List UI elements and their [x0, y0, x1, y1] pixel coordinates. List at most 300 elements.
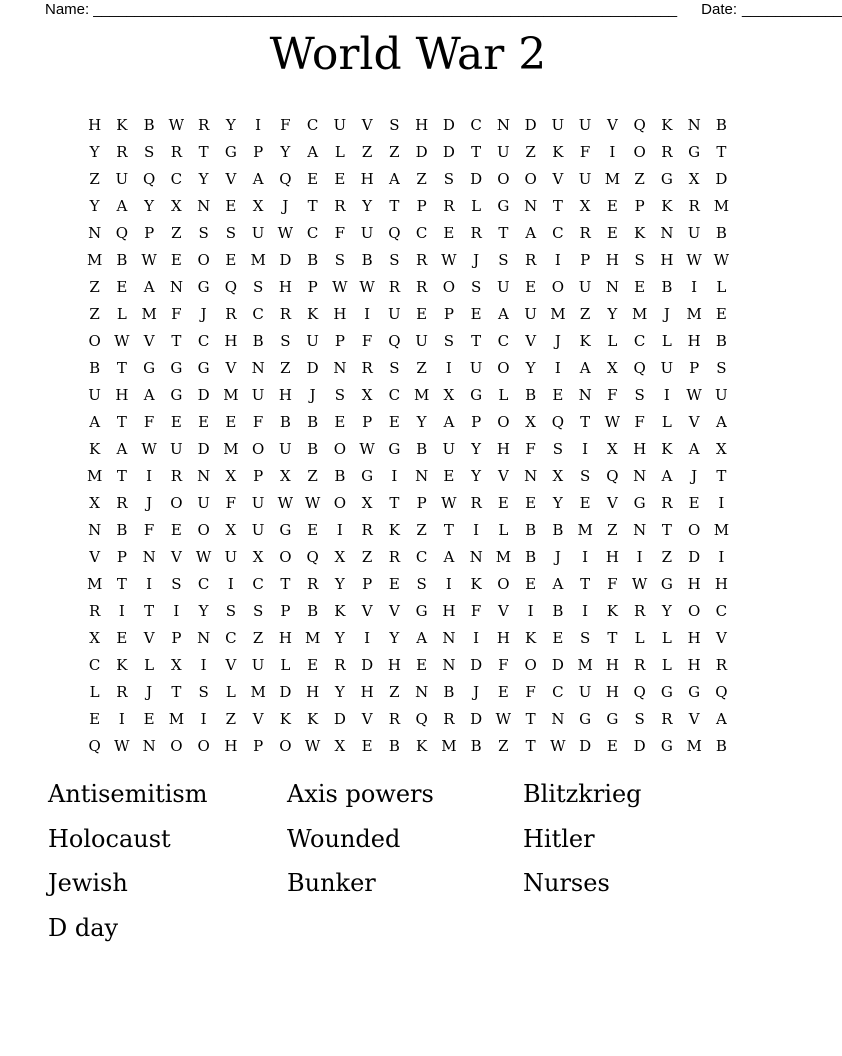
grid-letter: C [415, 224, 428, 242]
grid-letter: Z [89, 170, 100, 188]
grid-letter: J [309, 386, 316, 404]
grid-letter: A [252, 170, 264, 188]
grid-letter: W [604, 413, 621, 431]
grid-letter: G [660, 737, 673, 755]
grid-letter: N [605, 278, 619, 296]
grid-letter: M [441, 737, 457, 755]
grid-letter: L [716, 278, 727, 296]
grid-letter: L [225, 683, 236, 701]
grid-letter: C [170, 170, 183, 188]
grid-letter: W [441, 251, 457, 269]
grid-letter: K [525, 629, 537, 647]
grid-row [81, 517, 735, 544]
grid-letter: C [552, 683, 564, 701]
grid-letter: H [115, 386, 129, 404]
grid-letter: B [552, 521, 564, 539]
grid-letter: U [578, 170, 592, 188]
grid-letter: Y [471, 467, 482, 485]
grid-letter: V [606, 116, 618, 134]
grid-letter: T [525, 737, 536, 755]
grid-letter: D [333, 710, 346, 728]
grid-letter: S [498, 251, 509, 269]
grid-letter: M [713, 197, 730, 215]
grid-letter: X [225, 521, 237, 539]
grid-letter: N [660, 224, 674, 242]
grid-letter: V [388, 602, 400, 620]
grid-letter: I [118, 602, 125, 620]
grid-letter: I [200, 710, 207, 728]
grid-letter: X [525, 413, 536, 431]
grid-letter: B [307, 413, 319, 431]
grid-letter: Y [334, 683, 345, 701]
grid-letter: R [170, 143, 183, 161]
grid-letter: Q [633, 359, 646, 377]
grid-letter: T [471, 143, 482, 161]
grid-letter: M [604, 170, 621, 188]
grid-letter: X [252, 197, 264, 215]
grid-letter: E [470, 305, 482, 323]
grid-row [81, 301, 735, 328]
grid-letter: B [661, 278, 673, 296]
grid-letter: K [307, 710, 319, 728]
grid-letter: U [88, 386, 101, 404]
grid-letter: W [304, 737, 321, 755]
grid-row [81, 652, 735, 679]
grid-letter: Z [171, 224, 182, 242]
grid-letter: D [197, 440, 210, 458]
grid-letter: K [116, 656, 128, 674]
grid-letter: K [116, 116, 128, 134]
grid-letter: B [361, 251, 373, 269]
grid-letter: G [143, 359, 156, 377]
grid-letter: Y [362, 197, 373, 215]
grid-letter: B [89, 359, 101, 377]
grid-letter: G [660, 170, 673, 188]
grid-letter: E [89, 710, 101, 728]
grid-letter: G [660, 683, 673, 701]
grid-letter: R [88, 602, 101, 620]
grid-letter: Z [389, 683, 400, 701]
grid-letter: Z [89, 305, 100, 323]
grid-letter: S [389, 359, 400, 377]
grid-letter: X [171, 197, 182, 215]
grid-letter: M [686, 737, 702, 755]
grid-letter: F [525, 440, 536, 458]
grid-letter: K [634, 224, 646, 242]
grid-letter: S [198, 224, 209, 242]
grid-letter: D [551, 656, 564, 674]
grid-letter: D [579, 737, 592, 755]
grid-letter: X [688, 170, 700, 188]
grid-letter: M [86, 467, 103, 485]
grid-letter: C [306, 116, 319, 134]
grid-letter: M [250, 251, 266, 269]
grid-letter: X [225, 467, 237, 485]
grid-letter: I [609, 143, 616, 161]
grid-letter: A [89, 413, 101, 431]
grid-letter: E [225, 197, 237, 215]
grid-letter: J [146, 494, 153, 512]
grid-letter: X [171, 656, 182, 674]
grid-letter: D [306, 359, 319, 377]
word-bank-item: Jewish [48, 869, 128, 897]
grid-row [81, 355, 735, 382]
grid-letter: O [197, 251, 210, 269]
grid-letter: M [86, 251, 103, 269]
grid-letter: D [633, 737, 646, 755]
grid-letter: H [660, 251, 674, 269]
grid-letter: R [661, 710, 673, 728]
grid-letter: Y [280, 143, 291, 161]
grid-letter: B [307, 251, 319, 269]
grid-letter: E [170, 413, 182, 431]
grid-letter: O [279, 737, 292, 755]
grid-letter: Y [144, 197, 155, 215]
grid-letter: N [415, 467, 429, 485]
grid-letter: R [661, 143, 673, 161]
grid-letter: W [686, 386, 702, 404]
grid-letter: N [197, 629, 211, 647]
grid-letter: S [634, 251, 645, 269]
grid-letter: D [470, 170, 483, 188]
grid-letter: C [552, 224, 564, 242]
grid-letter: T [580, 413, 591, 431]
grid-letter: U [251, 494, 265, 512]
grid-letter: H [496, 440, 510, 458]
grid-letter: V [361, 710, 373, 728]
grid-letter: J [554, 548, 561, 566]
grid-letter: U [306, 332, 319, 350]
grid-letter: W [631, 575, 648, 593]
grid-letter: E [225, 413, 237, 431]
word-bank-item: Bunker [287, 869, 376, 897]
grid-letter: D [470, 710, 483, 728]
grid-letter: N [578, 386, 592, 404]
grid-letter: H [605, 251, 619, 269]
grid-letter: Y [389, 629, 400, 647]
grid-letter: I [227, 575, 234, 593]
grid-letter: S [171, 575, 182, 593]
grid-letter: J [473, 683, 480, 701]
grid-letter: Z [280, 359, 291, 377]
wordsearch-grid [81, 112, 735, 760]
grid-letter: T [116, 413, 127, 431]
grid-letter: Q [633, 116, 646, 134]
grid-letter: O [497, 413, 510, 431]
grid-letter: H [278, 278, 292, 296]
grid-letter: E [307, 521, 319, 539]
grid-letter: E [225, 251, 237, 269]
grid-letter: I [445, 575, 452, 593]
grid-letter: H [88, 116, 102, 134]
grid-letter: R [388, 710, 401, 728]
grid-letter: L [661, 629, 672, 647]
grid-letter: T [580, 575, 591, 593]
grid-letter: C [88, 656, 101, 674]
grid-letter: P [471, 413, 482, 431]
grid-letter: I [445, 359, 452, 377]
grid-letter: O [333, 440, 347, 458]
grid-letter: J [691, 467, 698, 485]
grid-letter: W [277, 494, 294, 512]
grid-letter: T [171, 683, 182, 701]
grid-letter: Y [225, 116, 236, 134]
grid-letter: G [388, 440, 401, 458]
grid-letter: F [634, 413, 645, 431]
grid-letter: W [141, 251, 157, 269]
grid-letter: P [416, 197, 427, 215]
grid-letter: H [687, 656, 701, 674]
grid-letter: R [470, 494, 482, 512]
grid-letter: B [525, 548, 537, 566]
grid-letter: I [364, 629, 371, 647]
grid-letter: W [304, 494, 321, 512]
name-blank-line: ______________________________________________________________________ [93, 1, 678, 18]
grid-letter: Q [551, 413, 565, 431]
grid-letter: H [387, 656, 401, 674]
grid-letter: B [116, 521, 128, 539]
grid-letter: R [116, 143, 128, 161]
grid-letter: U [524, 305, 537, 323]
grid-letter: U [115, 170, 129, 188]
grid-letter: V [497, 467, 509, 485]
grid-letter: G [633, 494, 646, 512]
grid-letter: L [661, 332, 672, 350]
word-bank-item: Holocaust [48, 824, 171, 853]
grid-letter: A [143, 386, 155, 404]
grid-letter: N [524, 467, 538, 485]
grid-letter: E [116, 278, 128, 296]
grid-letter: N [169, 278, 183, 296]
grid-letter: B [443, 683, 455, 701]
grid-letter: P [634, 197, 645, 215]
grid-letter: M [86, 575, 103, 593]
grid-letter: N [88, 224, 102, 242]
grid-letter: J [663, 305, 670, 323]
grid-letter: K [334, 602, 346, 620]
grid-letter: M [686, 305, 702, 323]
grid-letter: L [498, 521, 509, 539]
grid-letter: B [525, 521, 537, 539]
grid-letter: Z [361, 548, 373, 566]
grid-letter: Z [89, 278, 100, 296]
grid-letter: C [388, 386, 401, 404]
grid-letter: Y [89, 143, 100, 161]
grid-letter: V [225, 170, 237, 188]
date-label: Date: [701, 1, 738, 18]
grid-letter: B [252, 332, 264, 350]
page-title: World War 2 [269, 29, 547, 80]
grid-letter: C [415, 548, 428, 566]
grid-letter: G [197, 278, 210, 296]
grid-letter: R [170, 467, 183, 485]
grid-letter: S [334, 251, 346, 269]
grid-letter: U [660, 359, 674, 377]
grid-letter: E [416, 305, 428, 323]
grid-letter: G [361, 467, 374, 485]
grid-letter: O [251, 440, 265, 458]
grid-letter: E [579, 494, 591, 512]
grid-letter: M [304, 629, 321, 647]
grid-letter: I [582, 602, 589, 620]
grid-letter: Y [334, 629, 345, 647]
grid-letter: X [89, 629, 100, 647]
grid-letter: M [223, 386, 239, 404]
grid-letter: X [334, 737, 346, 755]
grid-row [81, 139, 735, 166]
grid-letter: R [633, 656, 646, 674]
grid-letter: A [661, 467, 673, 485]
grid-letter: A [307, 143, 319, 161]
grid-letter: Y [416, 413, 427, 431]
grid-letter: T [525, 710, 536, 728]
grid-letter: E [361, 737, 373, 755]
grid-letter: M [577, 656, 593, 674]
grid-letter: X [252, 548, 264, 566]
grid-letter: E [606, 224, 618, 242]
grid-letter: G [688, 683, 701, 701]
grid-letter: K [307, 305, 319, 323]
grid-letter: S [252, 602, 264, 620]
grid-letter: O [197, 521, 210, 539]
grid-letter: S [443, 332, 455, 350]
grid-letter: W [114, 332, 130, 350]
grid-letter: H [714, 575, 728, 593]
grid-letter: E [606, 737, 618, 755]
grid-letter: A [416, 629, 428, 647]
grid-letter: E [443, 467, 455, 485]
grid-letter: I [255, 116, 262, 134]
grid-letter: L [89, 683, 100, 701]
grid-letter: I [173, 602, 180, 620]
grid-letter: R [306, 575, 319, 593]
grid-letter: S [634, 386, 645, 404]
grid-letter: I [718, 548, 725, 566]
grid-letter: Q [415, 710, 428, 728]
grid-letter: U [578, 278, 592, 296]
grid-letter: P [253, 143, 264, 161]
grid-letter: Y [471, 440, 482, 458]
grid-letter: C [633, 332, 646, 350]
grid-letter: B [552, 602, 564, 620]
grid-letter: U [415, 332, 428, 350]
grid-letter: G [224, 143, 237, 161]
grid-letter: D [279, 683, 292, 701]
grid-letter: D [197, 386, 210, 404]
grid-letter: L [280, 656, 291, 674]
grid-letter: Z [525, 143, 536, 161]
grid-row [81, 733, 735, 760]
grid-letter: V [497, 602, 509, 620]
grid-letter: H [278, 629, 292, 647]
grid-letter: O [170, 737, 183, 755]
grid-letter: M [713, 521, 730, 539]
grid-letter: K [89, 440, 101, 458]
grid-letter: M [631, 305, 648, 323]
grid-letter: B [279, 413, 291, 431]
grid-letter: T [443, 521, 454, 539]
grid-letter: G [197, 359, 210, 377]
grid-letter: S [470, 278, 482, 296]
grid-letter: R [225, 305, 237, 323]
grid-letter: R [388, 278, 401, 296]
grid-letter: G [170, 386, 183, 404]
grid-letter: Q [388, 332, 401, 350]
grid-letter: U [469, 359, 483, 377]
grid-letter: O [551, 278, 565, 296]
grid-letter: B [143, 116, 155, 134]
date-blank-line: ____________ [742, 1, 842, 18]
grid-letter: H [224, 737, 238, 755]
grid-letter: C [252, 575, 264, 593]
grid-letter: B [307, 602, 319, 620]
grid-row [81, 706, 735, 733]
grid-letter: F [470, 602, 482, 620]
grid-letter: B [334, 467, 346, 485]
grid-letter: T [389, 197, 400, 215]
grid-letter: V [715, 629, 727, 647]
grid-letter: X [579, 197, 591, 215]
grid-letter: U [687, 224, 701, 242]
grid-letter: K [661, 440, 673, 458]
grid-letter: U [333, 116, 347, 134]
grid-letter: N [687, 116, 701, 134]
grid-letter: Z [307, 467, 318, 485]
grid-letter: V [361, 116, 373, 134]
grid-letter: N [524, 197, 538, 215]
grid-letter: Z [498, 737, 509, 755]
grid-letter: S [225, 224, 237, 242]
grid-letter: W [114, 737, 130, 755]
grid-row [81, 166, 735, 193]
grid-letter: K [416, 737, 428, 755]
grid-row [81, 409, 735, 436]
grid-letter: H [278, 386, 292, 404]
grid-letter: O [170, 494, 183, 512]
grid-letter: T [280, 575, 291, 593]
grid-letter: U [251, 521, 265, 539]
grid-letter: M [223, 440, 239, 458]
grid-letter: I [200, 656, 207, 674]
grid-letter: C [497, 332, 510, 350]
grid-letter: E [416, 656, 428, 674]
grid-letter: P [416, 494, 427, 512]
grid-letter: E [307, 170, 319, 188]
grid-letter: O [497, 170, 510, 188]
grid-letter: O [633, 143, 646, 161]
grid-letter: E [497, 494, 509, 512]
grid-letter: Q [606, 467, 619, 485]
grid-letter: V [225, 656, 237, 674]
grid-letter: E [497, 683, 509, 701]
grid-letter: T [307, 197, 318, 215]
grid-letter: T [171, 332, 182, 350]
grid-letter: A [552, 575, 564, 593]
grid-letter: O [497, 359, 510, 377]
grid-letter: U [197, 494, 210, 512]
grid-letter: T [116, 467, 127, 485]
grid-letter: H [442, 602, 456, 620]
grid-letter: A [116, 197, 128, 215]
grid-letter: X [334, 548, 346, 566]
grid-letter: I [636, 548, 643, 566]
grid-letter: W [359, 440, 375, 458]
header-row [45, 1, 842, 18]
grid-letter: T [116, 575, 127, 593]
grid-letter: Z [416, 170, 427, 188]
grid-letter: A [579, 359, 591, 377]
grid-letter: I [718, 494, 725, 512]
